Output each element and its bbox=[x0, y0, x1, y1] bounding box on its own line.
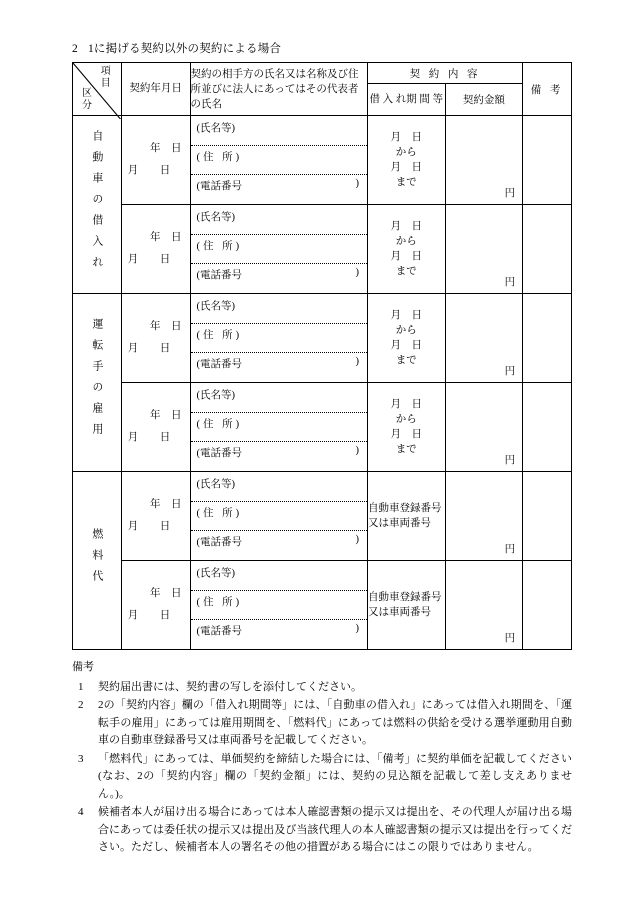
remarks-cell[interactable] bbox=[523, 383, 572, 472]
field-address[interactable]: (住 所) bbox=[191, 591, 367, 620]
field-name[interactable]: (氏名等) bbox=[191, 562, 367, 591]
period-line-3: 月 日 bbox=[390, 251, 422, 262]
contract-amount-cell[interactable] bbox=[445, 294, 523, 383]
field-address[interactable]: (住 所) bbox=[191, 235, 367, 264]
table-row bbox=[73, 294, 572, 383]
period-line-3: 月 日 bbox=[390, 429, 422, 440]
period-line-4: まで bbox=[395, 444, 417, 455]
note-text: 契約届出書には、契約書の写しを添付してください。 bbox=[98, 680, 362, 693]
field-phone-label: (電話番号 bbox=[196, 625, 243, 637]
field-phone-label: (電話番号 bbox=[196, 180, 243, 192]
row-label-fuel-cost bbox=[73, 472, 122, 650]
contract-date-cell[interactable] bbox=[121, 561, 190, 650]
remarks-cell[interactable] bbox=[523, 294, 572, 383]
header-borrow-period: 借 入 れ期 間 等 bbox=[367, 84, 445, 116]
period-line-1: 月 日 bbox=[390, 132, 422, 143]
counterparty-cell[interactable] bbox=[190, 472, 367, 561]
period-line-2: から bbox=[395, 236, 417, 247]
yen-label: 円 bbox=[504, 188, 516, 199]
field-phone-label: (電話番号 bbox=[196, 269, 243, 281]
row-label-vehicle-rental bbox=[73, 116, 122, 294]
date-month-label: 月 bbox=[127, 521, 139, 532]
contract-date-cell[interactable] bbox=[121, 472, 190, 561]
field-phone-label: (電話番号 bbox=[196, 536, 243, 548]
date-year-label: 年 日 bbox=[150, 232, 182, 243]
date-day-label: 日 bbox=[159, 521, 171, 532]
field-address[interactable]: (住 所) bbox=[191, 146, 367, 175]
yen-label: 円 bbox=[504, 277, 516, 288]
field-phone-paren: ) bbox=[355, 266, 359, 278]
yen-label: 円 bbox=[504, 366, 516, 377]
date-day-label: 日 bbox=[159, 254, 171, 265]
counterparty-cell[interactable] bbox=[190, 561, 367, 650]
heading-number: 2 bbox=[72, 43, 78, 55]
contract-form-table bbox=[72, 62, 572, 650]
field-address[interactable]: (住 所) bbox=[191, 324, 367, 353]
field-phone[interactable] bbox=[191, 531, 367, 560]
list-item bbox=[72, 679, 572, 697]
list-item bbox=[72, 804, 572, 857]
period-line-1: 月 日 bbox=[390, 310, 422, 321]
list-item bbox=[72, 697, 572, 750]
table-header-row-1 bbox=[73, 63, 572, 84]
contract-date-cell[interactable] bbox=[121, 294, 190, 383]
table-row bbox=[73, 472, 572, 561]
period-line-2: から bbox=[395, 325, 417, 336]
date-month-label: 月 bbox=[127, 254, 139, 265]
remarks-cell[interactable] bbox=[523, 205, 572, 294]
list-item bbox=[72, 751, 572, 804]
date-month-label: 月 bbox=[127, 343, 139, 354]
field-name[interactable]: (氏名等) bbox=[191, 117, 367, 146]
contract-date-cell[interactable] bbox=[121, 205, 190, 294]
field-name[interactable]: (氏名等) bbox=[191, 206, 367, 235]
header-corner-cell bbox=[73, 63, 122, 116]
row-label-driver-employment bbox=[73, 294, 122, 472]
notes-list bbox=[72, 679, 572, 857]
period-line-3: 月 日 bbox=[390, 162, 422, 173]
contract-amount-cell[interactable] bbox=[445, 116, 523, 205]
field-phone-paren: ) bbox=[355, 444, 359, 456]
period-line-4: まで bbox=[395, 355, 417, 366]
header-contract-amount: 契約金額 bbox=[445, 84, 523, 116]
counterparty-cell[interactable] bbox=[190, 294, 367, 383]
field-phone[interactable] bbox=[191, 175, 367, 204]
field-phone-paren: ) bbox=[355, 622, 359, 634]
period-line-2: から bbox=[395, 147, 417, 158]
header-counterparty: 契約の相手方の氏名又は名称及び住所並びに法人にあってはその代表者の氏名 bbox=[190, 63, 367, 116]
field-phone[interactable] bbox=[191, 620, 367, 649]
period-line-4: まで bbox=[395, 177, 417, 188]
notes-title: 備考 bbox=[72, 661, 94, 673]
date-month-label: 月 bbox=[127, 610, 139, 621]
note-index: 1 bbox=[78, 680, 84, 693]
date-year-label: 年 日 bbox=[150, 321, 182, 332]
contract-date-cell[interactable] bbox=[121, 383, 190, 472]
date-day-label: 日 bbox=[159, 432, 171, 443]
date-year-label: 年 日 bbox=[150, 499, 182, 510]
field-phone[interactable] bbox=[191, 442, 367, 471]
field-phone-label: (電話番号 bbox=[196, 358, 243, 370]
note-text: 「燃料代」にあっては、単価契約を締結した場合には、「備考」に契約単価を記載してください(なお、2の「契約内容」欄の「契約金額」には、契約の見込額を記載して差し支えありません。)。 bbox=[98, 752, 572, 800]
row-label-text: 自動車の借入れ bbox=[90, 129, 103, 277]
field-name[interactable]: (氏名等) bbox=[191, 384, 367, 413]
yen-label: 円 bbox=[504, 455, 516, 466]
date-day-label: 日 bbox=[159, 610, 171, 621]
date-month-label: 月 bbox=[127, 432, 139, 443]
field-address[interactable]: (住 所) bbox=[191, 502, 367, 531]
period-line-2: から bbox=[395, 414, 417, 425]
header-contract-date: 契約年月日 bbox=[121, 63, 190, 116]
vehicle-number-cell[interactable]: 自動車登録番号又は車両番号 bbox=[367, 472, 445, 561]
notes-section bbox=[72, 659, 572, 857]
borrow-period-cell[interactable] bbox=[367, 294, 445, 383]
period-line-1: 月 日 bbox=[390, 399, 422, 410]
field-name[interactable]: (氏名等) bbox=[191, 295, 367, 324]
borrow-period-cell[interactable] bbox=[367, 383, 445, 472]
date-day-label: 日 bbox=[159, 165, 171, 176]
contract-date-cell[interactable] bbox=[121, 116, 190, 205]
remarks-cell[interactable] bbox=[523, 472, 572, 561]
date-month-label: 月 bbox=[127, 165, 139, 176]
yen-label: 円 bbox=[504, 544, 516, 555]
field-phone-paren: ) bbox=[355, 533, 359, 545]
field-address[interactable]: (住 所) bbox=[191, 413, 367, 442]
field-phone-paren: ) bbox=[355, 355, 359, 367]
note-index: 3 bbox=[78, 752, 84, 765]
table-row bbox=[73, 116, 572, 205]
table-row bbox=[73, 383, 572, 472]
date-day-label: 日 bbox=[159, 343, 171, 354]
header-remarks: 備 考 bbox=[523, 63, 572, 116]
note-text: 候補者本人が届け出る場合にあっては本人確認書類の提示又は提出を、その代理人が届け出る場合にあっては委任状の提示又は提出及び当該代理人の本人確認書類の提示又は提出を行ってください。ただし、候補者本人の署名その他の措置がある場合にはこの限りではありません。 bbox=[98, 806, 572, 853]
date-year-label: 年 日 bbox=[150, 410, 182, 421]
borrow-period-cell[interactable] bbox=[367, 116, 445, 205]
vehicle-number-cell[interactable]: 自動車登録番号又は車両番号 bbox=[367, 561, 445, 650]
heading-text: 1に掲げる契約以外の契約による場合 bbox=[87, 43, 282, 55]
contract-amount-cell[interactable] bbox=[445, 383, 523, 472]
field-phone-paren: ) bbox=[355, 177, 359, 189]
note-text: 2の「契約内容」欄の「借入れ期間等」には、「自動車の借入れ」にあっては借入れ期間を、「運転手の雇用」にあっては雇用期間を、「燃料代」にあっては燃料の供給を受ける選挙運動用自動車の自動車登録番号又は車両番号を記載してください。 bbox=[98, 699, 572, 746]
note-index: 2 bbox=[78, 699, 84, 711]
page-heading bbox=[72, 40, 572, 56]
row-label-text: 運転手の雇用 bbox=[90, 318, 103, 444]
counterparty-cell[interactable] bbox=[190, 116, 367, 205]
header-label-item: 項 目 bbox=[100, 66, 111, 89]
table-row bbox=[73, 561, 572, 650]
period-line-1: 月 日 bbox=[390, 221, 422, 232]
header-contract-content: 契 約 内 容 bbox=[367, 63, 522, 84]
field-phone-label: (電話番号 bbox=[196, 447, 243, 459]
contract-amount-cell[interactable] bbox=[445, 472, 523, 561]
contract-amount-cell[interactable] bbox=[445, 561, 523, 650]
period-line-3: 月 日 bbox=[390, 340, 422, 351]
field-phone[interactable] bbox=[191, 264, 367, 293]
yen-label: 円 bbox=[504, 633, 516, 644]
header-label-category: 区 分 bbox=[82, 88, 92, 111]
remarks-cell[interactable] bbox=[523, 116, 572, 205]
note-index: 4 bbox=[78, 806, 84, 818]
table-row bbox=[73, 205, 572, 294]
field-name[interactable]: (氏名等) bbox=[191, 473, 367, 502]
borrow-period-cell[interactable] bbox=[367, 205, 445, 294]
contract-amount-cell[interactable] bbox=[445, 205, 523, 294]
counterparty-cell[interactable] bbox=[190, 383, 367, 472]
date-year-label: 年 日 bbox=[150, 588, 182, 599]
field-phone[interactable] bbox=[191, 353, 367, 382]
remarks-cell[interactable] bbox=[523, 561, 572, 650]
period-line-4: まで bbox=[395, 266, 417, 277]
counterparty-cell[interactable] bbox=[190, 205, 367, 294]
date-year-label: 年 日 bbox=[150, 143, 182, 154]
row-label-text: 燃料代 bbox=[90, 527, 103, 591]
